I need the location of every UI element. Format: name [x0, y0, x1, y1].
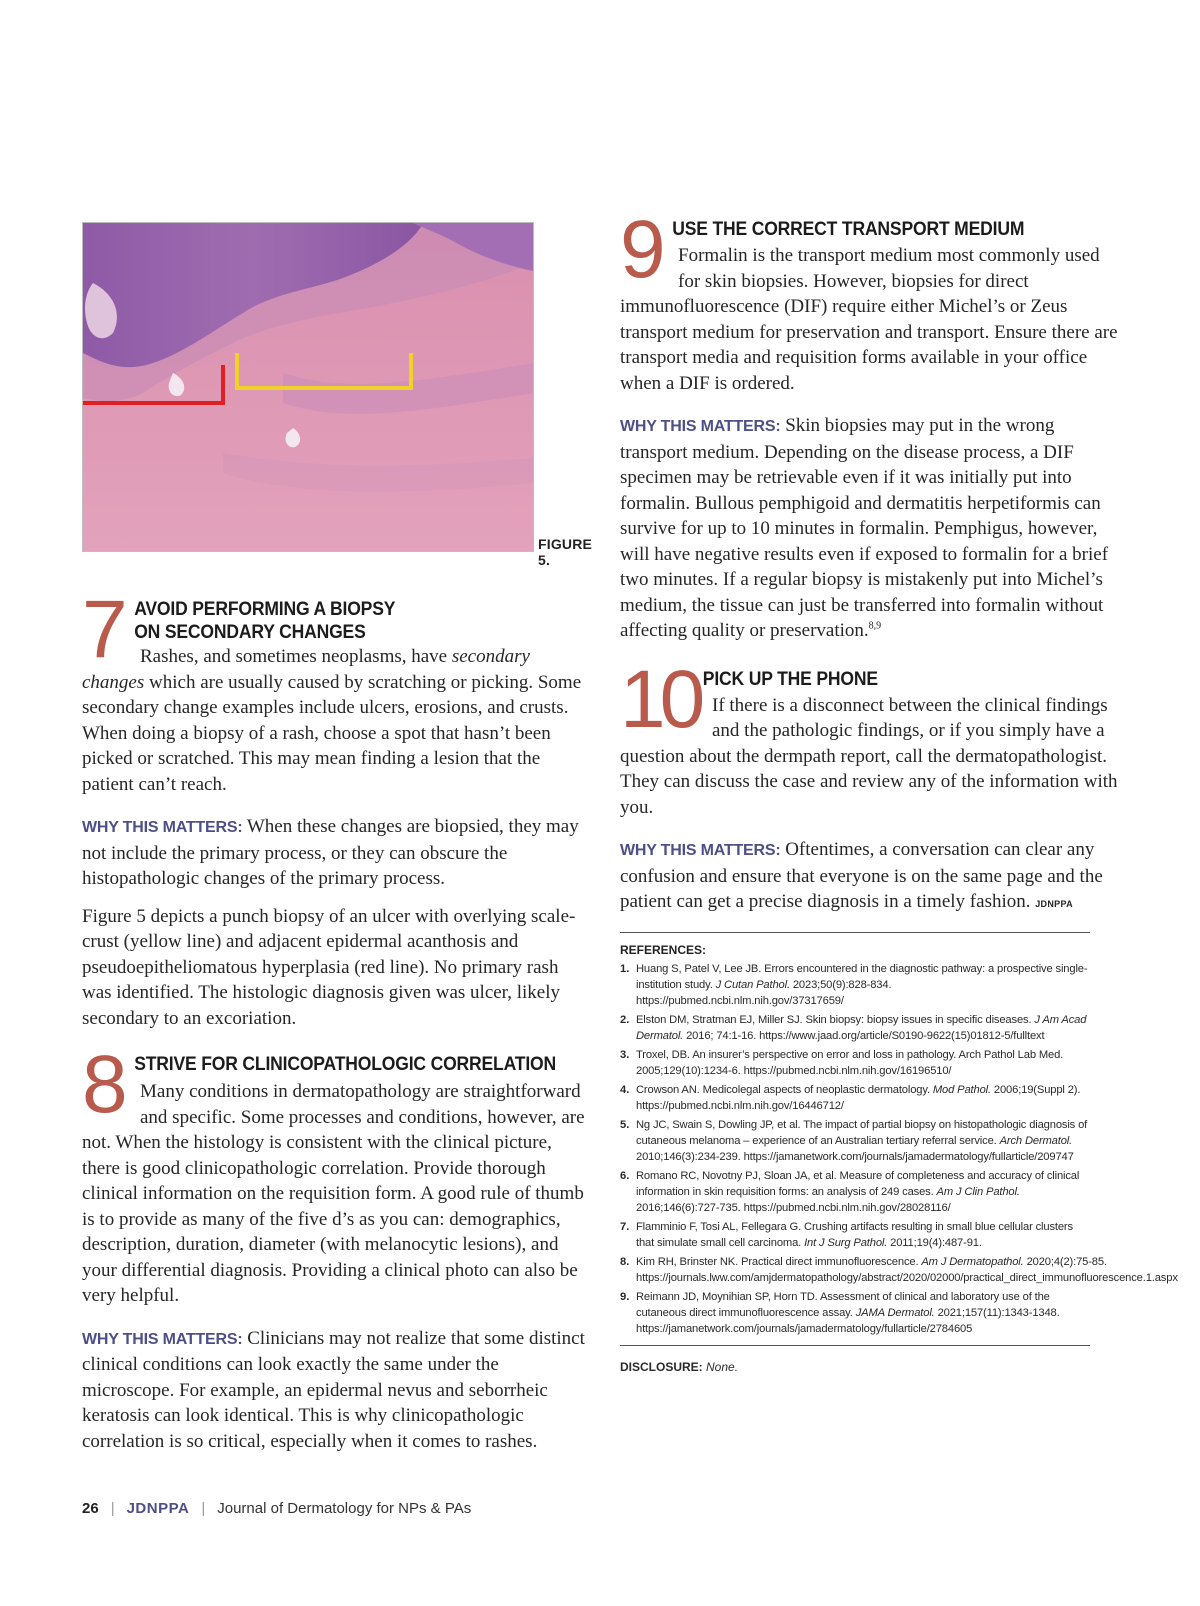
section-8-body: Many conditions in dermatopathology are straightforward and specific. Some processes and conditions, however, are not. When the histology is consistent with the clinical picture, there is good clinicopathologic correlation. Provide thorough clinical information on the requisition form. A good rule of thumb is to provide as many of the five d’s as you can: demographics, description, duration, diameter (with melanocytic lesions), and your differential diagnosis. Providing a clinical photo can also be very helpful. [82, 1081, 585, 1306]
section-7 [82, 584, 589, 1031]
section-9-body: Formalin is the transport medium most commonly used for skin biopsies. However, biopsies for direct immunofluorescence (DIF) require either Michel’s or Zeus transport medium for preservation and transport. Ensure there are transport media and requisition forms available in your office when a DIF is ordered. [620, 245, 1118, 394]
section-7-why [82, 814, 589, 892]
section-10-body: If there is a disconnect between the clinical findings and the pathologic findings, or if you simply have a question about the dermpath report, call the dermatopathologist. They can discuss the case and review any of the information with you. [620, 694, 1118, 818]
reference-item [620, 1012, 1092, 1044]
reference-number: 4. [620, 1083, 630, 1096]
reference-authors: Reimann JD, Moynihian SP, Horn TD. Assessment of clinical and laboratory use of the cutaneous direct immunofluorescence assay. [636, 1290, 1050, 1319]
disclosure-divider [620, 1345, 1090, 1346]
reference-authors: Romano RC, Novotny PJ, Sloan JA, et al. Measure of completeness and accuracy of clinical information in skin requisition forms: an analysis of 249 cases. [636, 1169, 1080, 1198]
why-this-matters-label: WHY THIS MATTERS: [82, 819, 243, 836]
reference-details: 2011;19(4):487-91. [887, 1236, 982, 1249]
section-7-body-b: which are usually caused by scratching or picking. Some secondary change examples include ulcers, erosions, and crusts. When doing a biopsy of a rash, choose a spot that hasn’t been picked or scratched. This may mean finding a lesion that the patient can’t reach. [82, 671, 582, 795]
reference-journal: J Am Acad Dermatol. [636, 1013, 1087, 1042]
reference-details[interactable]: 2010;146(3):234-239. https://jamanetwork.com/journals/jamadermatology/fullarticle/209747 [636, 1150, 1074, 1163]
section-10-why [620, 837, 1125, 918]
reference-text [636, 1289, 1092, 1337]
figure-5-histology-image [82, 222, 534, 552]
reference-number: 9. [620, 1290, 630, 1303]
section-7-body [82, 644, 589, 797]
section-7-figure-description: Figure 5 depicts a punch biopsy of an ulcer with overlying scale-crust (yellow line) and adjacent epidermal acanthosis and pseudoepitheliomatous hyperplasia (red line). No primary rash was identified. The histologic diagnosis given was ulcer, likely secondary to an excoriation. [82, 905, 576, 1029]
reference-text [636, 1012, 1092, 1044]
reference-text [636, 961, 1092, 1009]
reference-number: 2. [620, 1013, 630, 1026]
reference-text [636, 1168, 1092, 1216]
why-this-matters-label: WHY THIS MATTERS: [82, 1330, 243, 1348]
reference-journal: JAMA Dermatol. [855, 1306, 935, 1319]
disclosure [620, 1360, 1125, 1374]
reference-details[interactable]: 2006;19(Suppl 2). https://pubmed.ncbi.nlm.nih.gov/16446712/ [636, 1083, 1081, 1112]
references-divider [620, 932, 1090, 933]
footer-journal-name: Journal of Dermatology for NPs & PAs [217, 1500, 472, 1517]
section-9-why-text: Skin biopsies may put in the wrong transport medium. Depending on the disease process, a DIF specimen may be retrievable even if it was initially put into formalin. Bullous pemphigoid and dermatitis herpetiformis can survive for up to 10 minutes in formalin. Pemphigus, however, will have negative results even if exposed to formalin for a brief two minutes. If a regular biopsy is mistakenly put into Michel’s medium, the tissue can just be transferred into formalin without affecting quality or preservation. [620, 415, 1109, 641]
reference-authors: Elston DM, Stratman EJ, Miller SJ. Skin biopsy: biopsy issues in specific diseases. [636, 1013, 1035, 1026]
reference-text [636, 1219, 1092, 1251]
reference-number: 1. [620, 962, 630, 975]
section-7-body-italic: secondary changes [82, 646, 530, 693]
section-10-heading: PICK UP THE PHONE [702, 667, 878, 690]
disclosure-label: DISCLOSURE: [620, 1359, 703, 1374]
section-number-7: 7 [82, 584, 128, 675]
disclosure-value: None. [706, 1359, 739, 1374]
footer-separator: | [201, 1500, 206, 1517]
reference-journal: Am J Clin Pathol. [936, 1185, 1020, 1198]
reference-authors: Kim RH, Brinster NK. Practical direct immunofluorescence. [636, 1255, 922, 1268]
section-8 [82, 1039, 589, 1454]
citation-superscript: 8,9 [868, 620, 882, 632]
section-7-why-text: When these changes are biopsied, they may not include the primary process, or they can obscure the histopathologic changes of the primary process. [82, 816, 579, 889]
reference-details[interactable]: 2023;50(9):828-834. https://pubmed.ncbi.nlm.nih.gov/37317659/ [636, 978, 892, 1007]
reference-authors: Crowson AN. Medicolegal aspects of neoplastic dermatology. [636, 1083, 933, 1096]
section-8-why-text: Clinicians may not realize that some distinct clinical conditions can look exactly the same under the microscope. For example, an epidermal nevus and seborrheic keratosis can look identical. This is why clinicopathologic correlation is so critical, especially when it comes to rashes. [82, 1327, 585, 1452]
section-number-9: 9 [620, 204, 666, 295]
reference-item [620, 1168, 1092, 1216]
reference-journal: Arch Dermatol. [999, 1134, 1073, 1147]
reference-details[interactable]: 2016;146(6):727-735. https://pubmed.ncbi.nlm.nih.gov/28028116/ [636, 1201, 951, 1214]
section-7-heading-line2: ON SECONDARY CHANGES [134, 621, 366, 643]
reference-details[interactable]: 2021;157(11):1343-1348. https://jamanetwork.com/journals/jamadermatology/fullarticle/2784605 [636, 1306, 1060, 1335]
reference-number: 3. [620, 1048, 630, 1061]
reference-item [620, 1047, 1092, 1079]
reference-details[interactable]: 2016; 74:1-16. https://www.jaad.org/article/S0190-9622(15)01812-5/fulltext [683, 1029, 1045, 1042]
reference-authors: Flamminio F, Tosi AL, Fellegara G. Crushing artifacts resulting in small blue cellular clusters that simulate small cell carcinoma. [636, 1220, 1073, 1249]
reference-item [620, 1289, 1092, 1337]
page-footer [82, 1500, 471, 1517]
section-7-body-a: Rashes, and sometimes neoplasms, have [140, 646, 452, 667]
reference-item [620, 1254, 1178, 1286]
figure-label: FIGURE 5. [538, 536, 593, 568]
histology-micrograph [83, 223, 533, 551]
reference-details[interactable]: 2020;4(2):75-85. https://journals.lww.com/amjdermatopathology/abstract/2020/02000/practical_direct_immunofluorescence.1.aspx [636, 1255, 1178, 1284]
reference-authors: Ng JC, Swain S, Dowling JP, et al. The impact of partial biopsy on histopathologic diagnosis of cutaneous melanoma – experience of an Australian tertiary referral service. [636, 1118, 1088, 1147]
reference-journal: Mod Pathol. [932, 1083, 991, 1096]
reference-authors[interactable]: Troxel, DB. An insurer’s perspective on error and loss in pathology. Arch Pathol Lab Med. 2005;129(10):1234-6. https://pubmed.ncbi.nlm.nih.gov/16196510/ [636, 1048, 1064, 1077]
page-number: 26 [82, 1500, 99, 1517]
section-8-why [82, 1326, 589, 1455]
right-column [620, 204, 1178, 1374]
reference-number: 8. [620, 1255, 630, 1268]
footer-separator: | [110, 1500, 115, 1517]
section-9 [620, 204, 1125, 644]
reference-number: 7. [620, 1220, 630, 1233]
reference-text [636, 1047, 1092, 1079]
reference-journal: Am J Dermatopathol. [921, 1255, 1024, 1268]
reference-authors: Huang S, Patel V, Lee JB. Errors encountered in the diagnostic pathway: a prospective single-institution study. [636, 962, 1088, 991]
section-number-10: 10 [620, 653, 700, 745]
reference-text [636, 1254, 1178, 1286]
section-8-heading: STRIVE FOR CLINICOPATHOLOGIC CORRELATION [134, 1053, 556, 1075]
reference-number: 5. [620, 1118, 630, 1131]
left-column [82, 222, 593, 1454]
references-section [620, 942, 1178, 1337]
reference-journal: Int J Surg Pathol. [804, 1236, 888, 1249]
reference-item [620, 1082, 1092, 1114]
reference-item [620, 961, 1092, 1009]
section-number-8: 8 [82, 1039, 128, 1130]
section-9-why [620, 413, 1125, 644]
why-this-matters-label: WHY THIS MATTERS: [620, 842, 781, 859]
section-7-heading-line1: AVOID PERFORMING A BIOPSY [134, 598, 396, 620]
reference-item [620, 1117, 1092, 1165]
reference-number: 6. [620, 1169, 630, 1182]
reference-item [620, 1219, 1092, 1251]
reference-text [636, 1082, 1092, 1114]
reference-journal: J Cutan Pathol. [715, 978, 790, 991]
section-10 [620, 653, 1125, 918]
section-9-heading: USE THE CORRECT TRANSPORT MEDIUM [672, 218, 1025, 240]
end-mark: JDNPPA [1035, 899, 1073, 909]
why-this-matters-label: WHY THIS MATTERS: [620, 418, 781, 435]
references-title: REFERENCES: [620, 942, 707, 957]
section-10-why-text: Oftentimes, a conversation can clear any confusion and ensure that everyone is on the same page and the patient can get a precise diagnosis in a timely fashion. [620, 839, 1103, 912]
footer-brand: JDNPPA [126, 1500, 190, 1517]
references-list [620, 961, 1178, 1337]
reference-text [636, 1117, 1092, 1165]
